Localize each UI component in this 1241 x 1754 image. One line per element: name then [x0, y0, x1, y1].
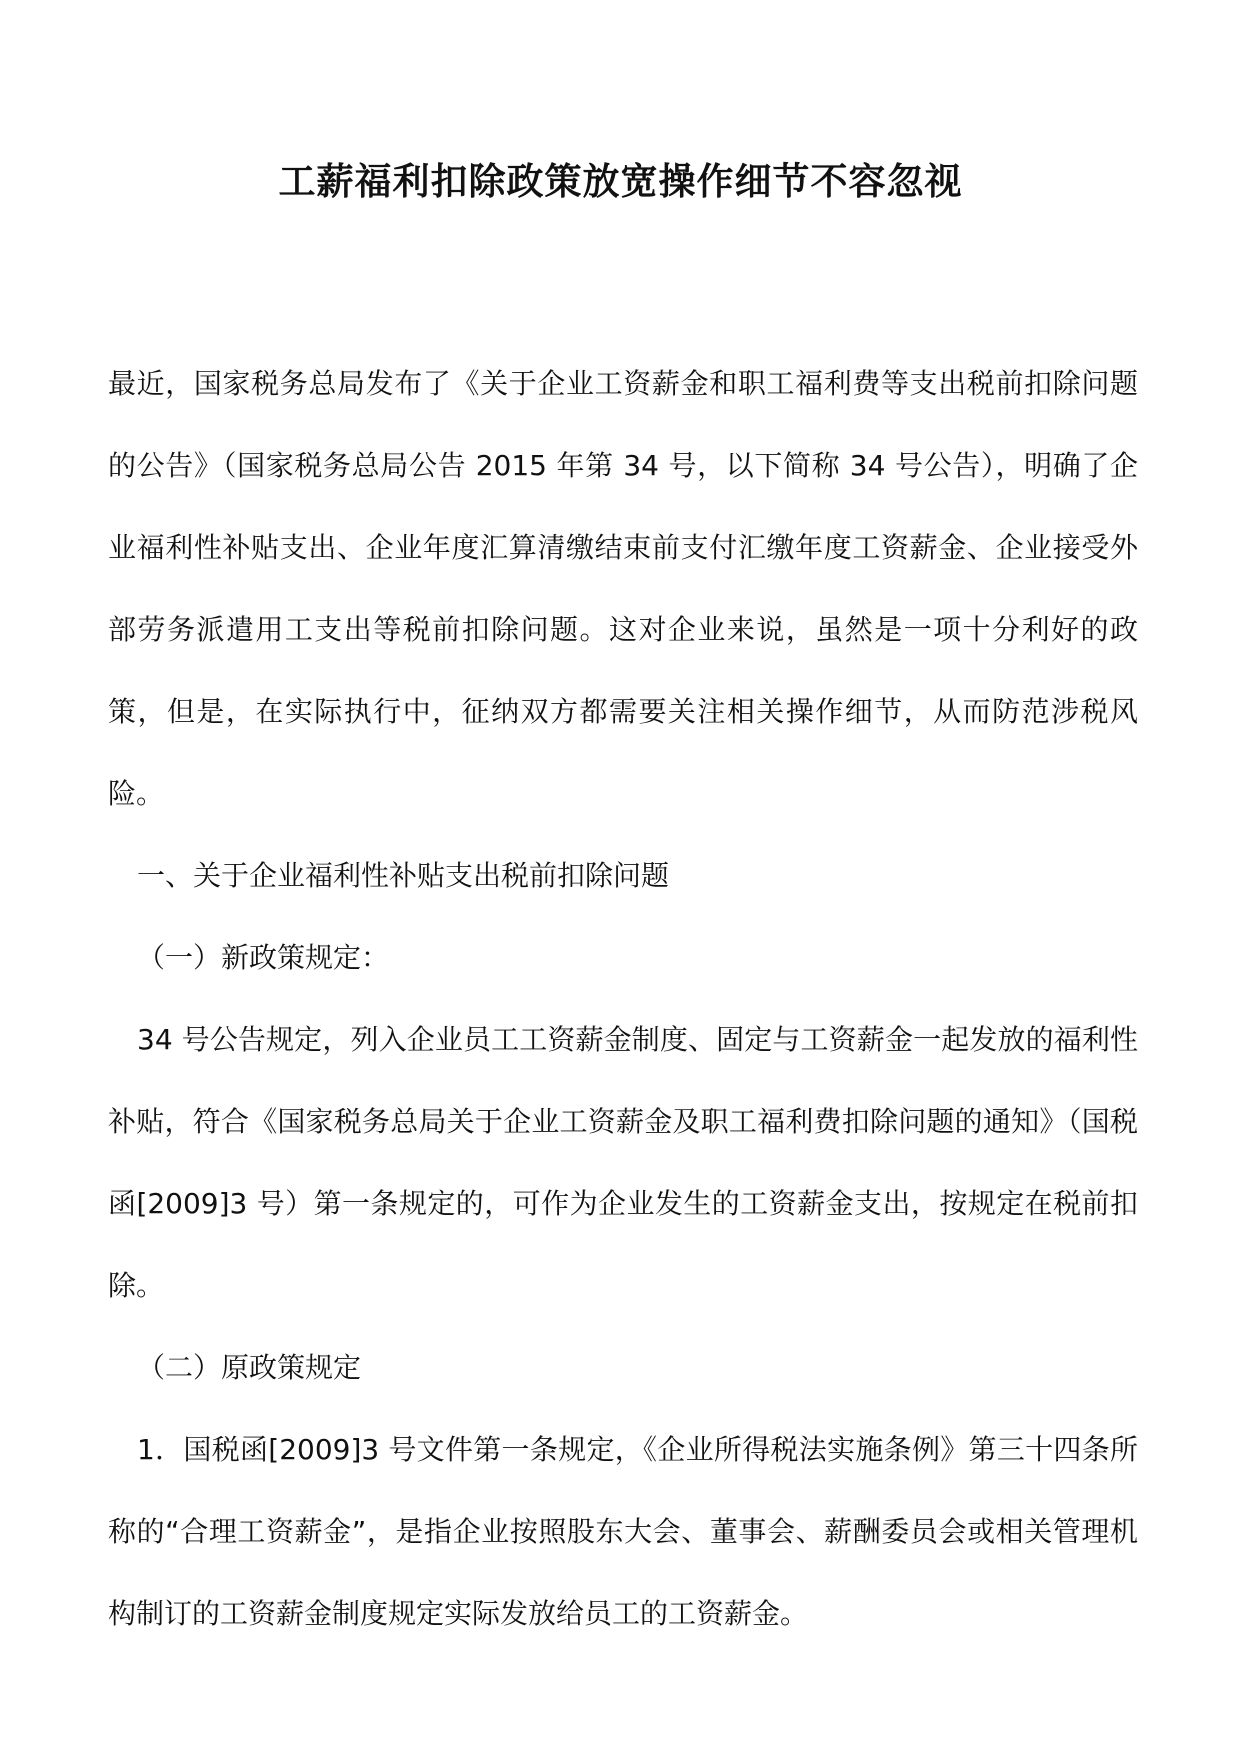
subsection-heading-old-policy: （二）原政策规定 [137, 1351, 362, 1384]
section-heading-1: 一、关于企业福利性补贴支出税前扣除问题 [137, 859, 670, 892]
subsection-heading-new-policy: （一）新政策规定： [137, 941, 390, 974]
paragraph-intro: 最近，国家税务总局发布了《关于企业工资薪金和职工福利费等支出税前扣除问题的公告》（国家税务总局公告 2015 年第 34 号，以下简称 34 号公告），明确了企业福利性补贴支出、企业年度汇算清缴结束前支付汇缴年度工资薪金、企业接受外部劳务派遣用工支出等税前扣除问题。这对企业来说，虽然是一项十分利好的政策，但是，在实际执行中，征纳双方都需要关注相关操作细节，从而防范涉税风险。 [108, 367, 1138, 810]
document-body [108, 343, 1138, 1655]
paragraph-old-policy-item-1: 1．国税函[2009]3 号文件第一条规定，《企业所得税法实施条例》第三十四条所称的“合理工资薪金”，是指企业按照股东大会、董事会、薪酬委员会或相关管理机构制订的工资薪金制度规定实际发放给员工的工资薪金。 [108, 1433, 1138, 1630]
document-title: 工薪福利扣除政策放宽操作细节不容忽视 [278, 160, 963, 203]
paragraph-new-policy: 34 号公告规定，列入企业员工工资薪金制度、固定与工资薪金一起发放的福利性补贴，符合《国家税务总局关于企业工资薪金及职工福利费扣除问题的通知》（国税函[2009]3 号）第一条规定的，可作为企业发生的工资薪金支出，按规定在税前扣除。 [108, 1023, 1138, 1302]
